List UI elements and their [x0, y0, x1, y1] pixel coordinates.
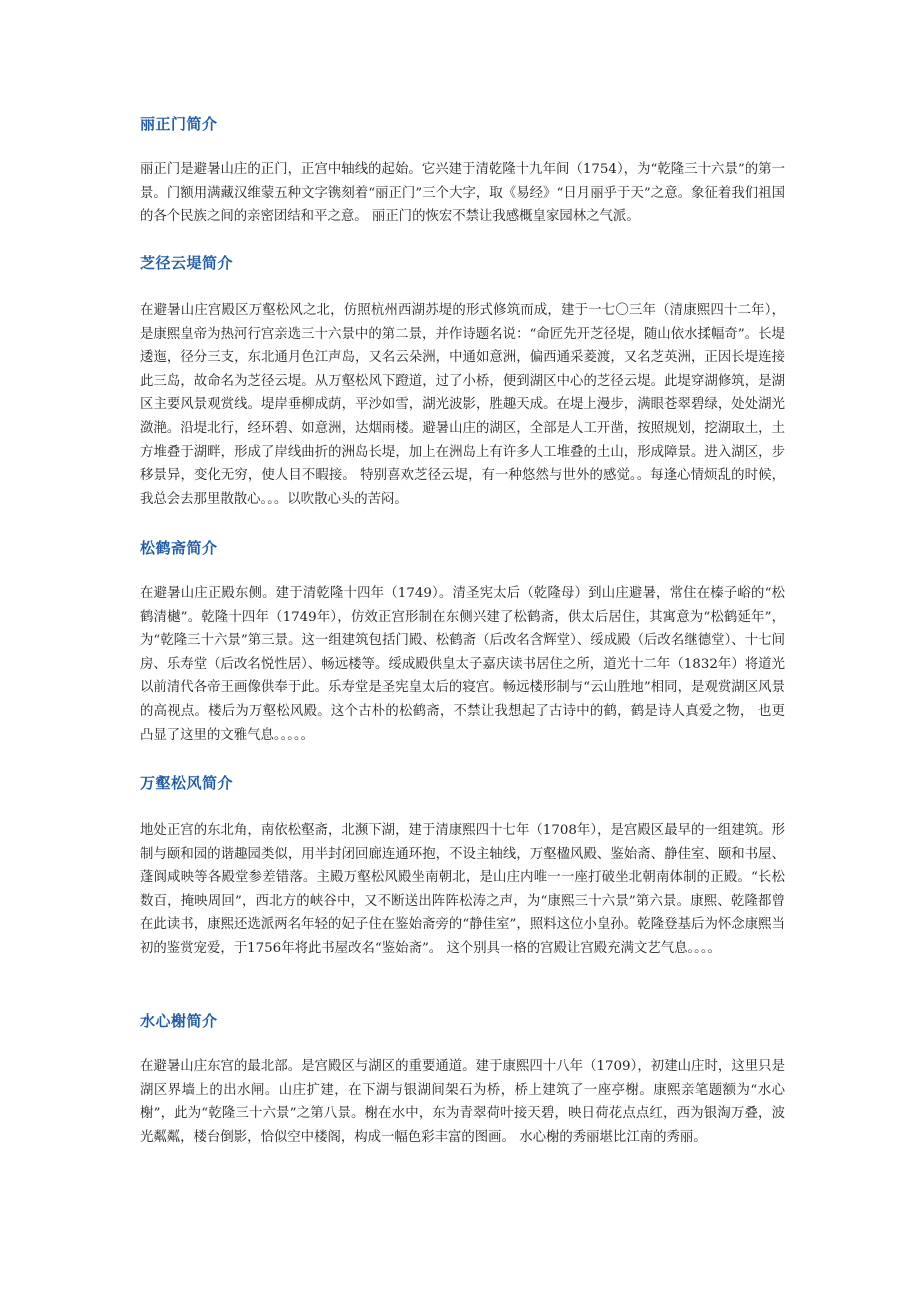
section-zhijing-yundi: [140, 252, 785, 511]
section-wanhe-songfeng: [140, 772, 785, 961]
section-paragraph: 在避暑山庄宫殿区万壑松风之北，仿照杭州西湖苏堤的形式修筑而成，建于一七〇三年（清康熙四十二年），是康熙皇帝为热河行宫亲选三十六景中的第二景，并作诗题名说：“命匠先开芝径堤，随山依水揉幅奇”。长堤逶迤，径分三支，东北通月色江声岛，又名云朵洲，中通如意洲，偏西通采菱渡，又名芝英洲，正因长堤连接此三岛，故命名为芝径云堤。从万壑松风下蹬道，过了小桥，便到湖区中心的芝径云堤。此堤穿湖修筑，是湖区主要风景观赏线。堤岸垂柳成荫，平沙如雪，湖光波影，胜趣天成。在堤上漫步，满眼苍翠碧绿，处处湖光潋滟。沿堤北行，经环碧、如意洲，达烟雨楼。避暑山庄的湖区，全部是人工开凿，按照规划，挖湖取土，土方堆叠于湖畔，形成了岸线曲折的洲岛长堤，加上在洲岛上有许多人工堆叠的土山，形成障景。进入湖区，步移景异，变化无穷，使人目不暇接。 特别喜欢芝径云堤，有一种悠然与世外的感觉。。每逢心情烦乱的时候，我总会去那里散散心。。。以吹散心头的苦闷。: [140, 303, 785, 507]
section-paragraph: 在避暑山庄正殿东侧。建于清乾隆十四年（1749）。清圣宪太后（乾隆母）到山庄避暑，常住在榛子峪的“松鹤清樾”。乾隆十四年（1749年），仿效正宫形制在东侧兴建了松鹤斋，供太后居住，其寓意为“松鹤延年”，为“乾隆三十六景”第三景。这一组建筑包括门殿、松鹤斋（后改名含辉堂）、绥成殿（后改名继德堂）、十七间房、乐寿堂（后改名悦性居）、畅远楼等。绥成殿供皇太子嘉庆读书居住之所，道光十二年（1832年）将道光以前清代各帝王画像供奉于此。乐寿堂是圣宪皇太后的寝宫。畅远楼形制与“云山胜地”相同，是观赏湖区风景的高视点。楼后为万壑松风殿。这个古朴的松鹤斋，不禁让我想起了古诗中的鹤，鹤是诗人真爱之物， 也更凸显了这里的文雅气息。。。。。: [140, 586, 785, 743]
section-songhezhai: [140, 537, 785, 747]
section-paragraph: 丽正门是避暑山庄的正门，正宫中轴线的起始。它兴建于清乾隆十九年间（1754），为“乾隆三十六景”的第一景。门额用满藏汉维蒙五种文字镌刻着“丽正门”三个大字，取《易经》“日月丽乎于天”之意。象征着我们祖国的各个民族之间的亲密团结和平之意。 丽正门的恢宏不禁让我感概皇家园林之气派。: [140, 162, 785, 225]
section-heading: 松鹤斋简介: [140, 539, 218, 557]
section-paragraph: 地处正宫的东北角，南依松壑斋，北濒下湖，建于清康熙四十七年（1708年），是宫殿区最早的一组建筑。形制与颐和园的谐趣园类似，用半封闭回廊连通环抱，不设主轴线，万壑楹风殿、鉴始斋、静佳室、颐和书屋、蓬阆咸映等各殿堂参差错落。主殿万壑松风殿坐南朝北，是山庄内唯一一座打破坐北朝南体制的正殿。“长松数百，掩映周回”，西北方的峡谷中，又不断送出阵阵松涛之声，为“康熙三十六景”第六景。康熙、乾隆都曾在此读书，康熙还选派两名年轻的妃子住在鉴始斋旁的“静佳室”，照料这位小皇孙。乾隆登基后为怀念康熙当初的鉴赏宠爱，于1756年将此书屋改名“鉴始斋”。 这个别具一格的宫殿让宫殿充满文艺气息。。。。: [140, 823, 785, 956]
section-paragraph: 在避暑山庄东宫的最北部。是宫殿区与湖区的重要通道。建于康熙四十八年（1709），初建山庄时，这里只是湖区界墙上的出水闸。山庄扩建，在下湖与银湖间架石为桥，桥上建筑了一座亭榭。康熙亲笔题额为“水心榭”，此为“乾隆三十六景”之第八景。榭在水中，东为青翠荷叶接天碧，映日荷花点点红，西为银淘万叠，波光粼粼，楼台倒影，恰似空中楼阁，构成一幅色彩丰富的图画。 水心榭的秀丽堪比江南的秀丽。: [140, 1059, 785, 1145]
section-heading: 水心榭简介: [140, 1012, 218, 1030]
section-heading: 万壑松风简介: [140, 774, 234, 792]
section-lizhengmen: [140, 113, 785, 229]
section-shuixinxie: [140, 1010, 785, 1149]
section-heading: 丽正门简介: [140, 115, 218, 133]
section-heading: 芝径云堤简介: [140, 254, 234, 272]
